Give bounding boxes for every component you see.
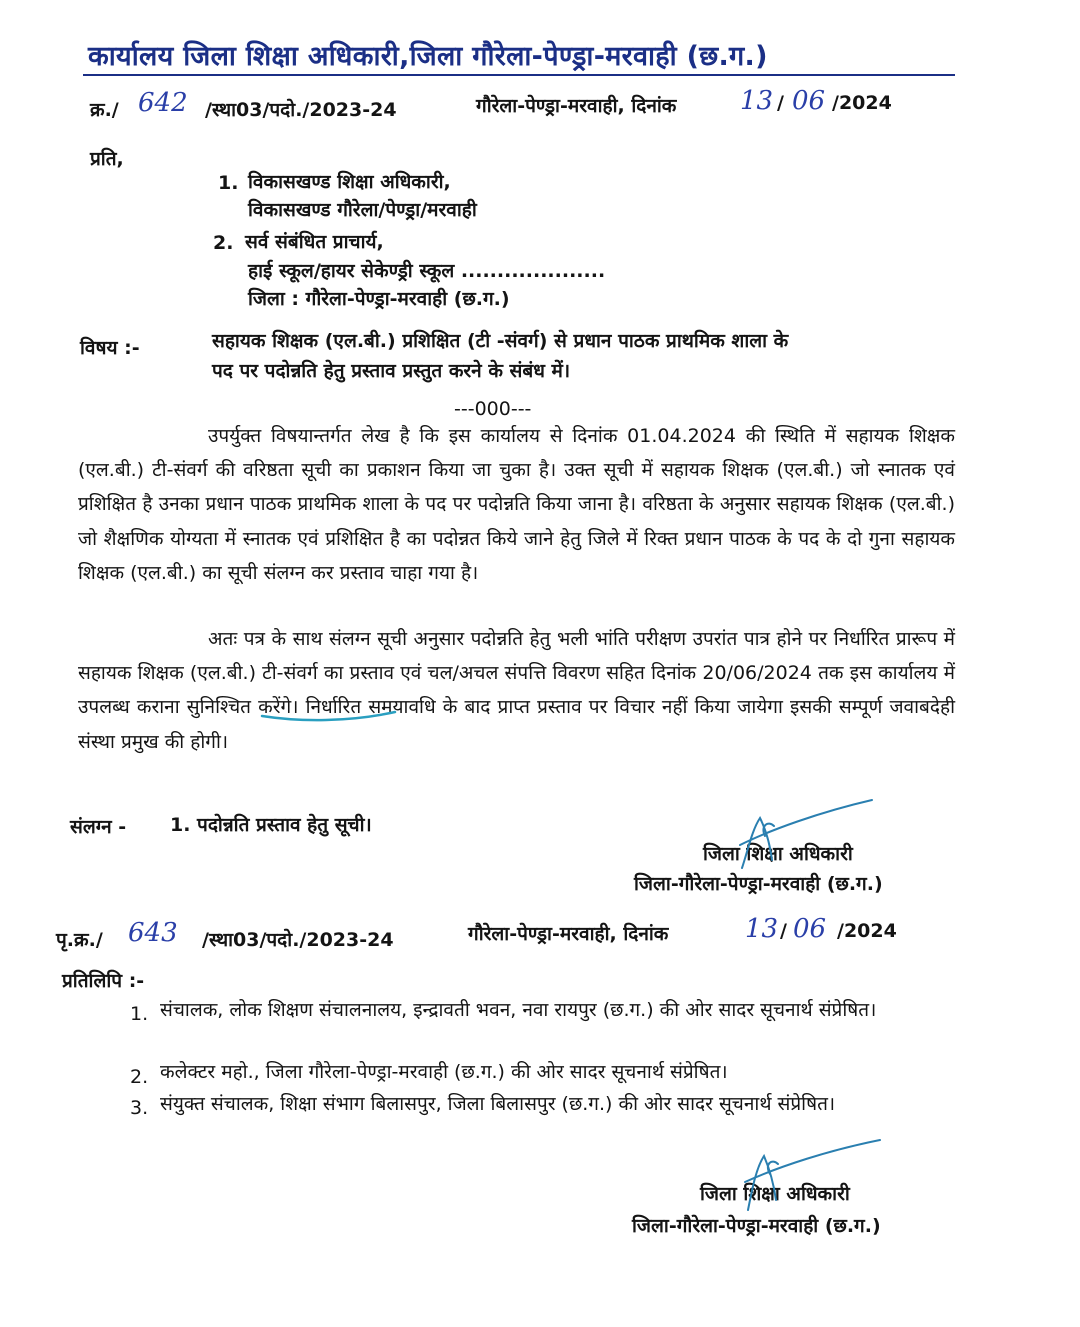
subject-line1: सहायक शिक्षक (एल.बी.) प्रशिक्षित (टी -संवर्ग) से प्रधान पाठक प्राथमिक शाला के [212, 330, 789, 352]
handwritten-ref2-number: 643 [128, 918, 178, 948]
ref2-prefix: पृ.क्र./ [56, 929, 103, 951]
ref-year: /2024 [832, 92, 892, 114]
handwritten-day-2: 13 [745, 914, 779, 944]
copy-1-text: संचालक, लोक शिक्षण संचालनालय, इन्द्रावती भवन, नवा रायपुर (छ.ग.) की ओर सादर सूचनार्थ संप्रेषित। [160, 999, 877, 1021]
copy-1-number: 1. [130, 1003, 149, 1025]
subject-label: विषय :- [80, 337, 140, 359]
signature-1-title: जिला शिक्षा अधिकारी [703, 843, 853, 865]
copy-3-number: 3. [130, 1097, 149, 1119]
handwritten-ref-number: 642 [138, 88, 188, 118]
enclosure-label: संलग्न - [70, 816, 127, 838]
signature-1-place: जिला-गौरेला-पेण्ड्रा-मरवाही (छ.ग.) [634, 873, 883, 895]
recipient-2-number: 2. [213, 232, 234, 254]
signature-2-title: जिला शिक्षा अधिकारी [700, 1183, 850, 1205]
ref-place-date-label: गौरेला-पेण्ड्रा-मरवाही, दिनांक [476, 95, 677, 117]
handwritten-month-2: 06 [793, 914, 827, 944]
signature-2-mark [745, 1140, 880, 1210]
date-slash: / [777, 92, 784, 114]
subject-line2: पद पर पदोन्नति हेतु प्रस्ताव प्रस्तुत करने के संबंध में। [212, 360, 571, 382]
submission-deadline-date: 20/06/2024 [702, 662, 812, 685]
copy-2-number: 2. [130, 1066, 149, 1088]
body-paragraph-1: उपर्युक्त विषयान्तर्गत लेख है कि इस कार्यालय से दिनांक 01.04.2024 की स्थिति में सहायक शिक्षक (एल.बी.) टी-संवर्ग की वरिष्ठता सूची का प्रकाशन किया जा चुका है। उक्त सूची में सहायक शिक्षक (एल.बी.) जो स्नातक एवं प्रशिक्षित है उनका प्रधान पाठक प्राथमिक शाला के पद पर पदोन्नति किया जाना है। वरिष्ठता के अनुसार सहायक शिक्षक (एल.बी.) जो शैक्षणिक योग्यता में स्नातक एवं प्रशिक्षित है का पदोन्नत किये जाने हेतु जिले में रिक्त प्रधान पाठक के पद के दो गुना सहायक शिक्षक (एल.बी.) का सूची संलग्न कर प्रस्ताव चाहा गया है। [78, 425, 955, 584]
office-title: कार्यालय जिला शिक्षा अधिकारी,जिला गौरेला-पेण्ड्रा-मरवाही (छ.ग.) [88, 41, 768, 72]
body-paragraph-2-part-b: तक इस कार्यालय में उपलब्ध कराना सुनिश्चित करेंगे। निर्धारित समयावधि के बाद प्राप्त प्रस्ताव पर विचार नहीं किया जायेगा इसकी सम्पूर्ण जवाबदेही संस्था प्रमुख की होगी। [78, 662, 955, 753]
recipient-2-line2: हाई स्कूल/हायर सेकेण्ड्री स्कूल .................... [248, 260, 606, 282]
enclosure-item: 1. पदोन्नति प्रस्ताव हेतु सूची। [170, 814, 372, 836]
ref-prefix: क्र./ [90, 99, 119, 121]
signature-1-mark [740, 800, 872, 868]
ref2-year: /2024 [837, 920, 897, 942]
recipient-2-line3: जिला : गौरेला-पेण्ड्रा-मरवाही (छ.ग.) [248, 288, 510, 310]
ref-code: /स्था03/पदो./2023-24 [205, 99, 397, 121]
handwritten-month: 06 [792, 86, 826, 116]
separator: ---000--- [454, 398, 532, 420]
copy-label: प्रतिलिपि :- [62, 970, 145, 992]
ref2-code: /स्था03/पदो./2023-24 [202, 929, 394, 951]
date-slash-2: / [780, 920, 787, 942]
ref2-place-date-label: गौरेला-पेण्ड्रा-मरवाही, दिनांक [468, 923, 669, 945]
copy-2-text: कलेक्टर महो., जिला गौरेला-पेण्ड्रा-मरवाही (छ.ग.) की ओर सादर सूचनार्थ संप्रेषित। [160, 1061, 728, 1083]
copy-3-text: संयुक्त संचालक, शिक्षा संभाग बिलासपुर, जिला बिलासपुर (छ.ग.) की ओर सादर सूचनार्थ संप्रेषित। [160, 1093, 836, 1115]
handwritten-day: 13 [740, 86, 774, 116]
recipient-1-line2: विकासखण्ड गौरेला/पेण्ड्रा/मरवाही [248, 199, 477, 221]
to-label: प्रति, [90, 148, 124, 170]
signature-2-place: जिला-गौरेला-पेण्ड्रा-मरवाही (छ.ग.) [632, 1215, 881, 1237]
recipient-1-line1: विकासखण्ड शिक्षा अधिकारी, [248, 171, 451, 193]
deadline-underline-mark [262, 712, 395, 720]
body-paragraph-2-part-a: अतः पत्र के साथ संलग्न सूची अनुसार पदोन्नति हेतु भली भांति परीक्षण उपरांत पात्र होने पर निर्धारित प्रारूप में सहायक शिक्षक (एल.बी.) टी-संवर्ग का प्रस्ताव एवं चल/अचल संपत्ति विवरण सहित दिनांक [78, 628, 955, 685]
recipient-1-number: 1. [218, 172, 239, 194]
recipient-2-line1: सर्व संबंधित प्राचार्य, [245, 231, 384, 253]
